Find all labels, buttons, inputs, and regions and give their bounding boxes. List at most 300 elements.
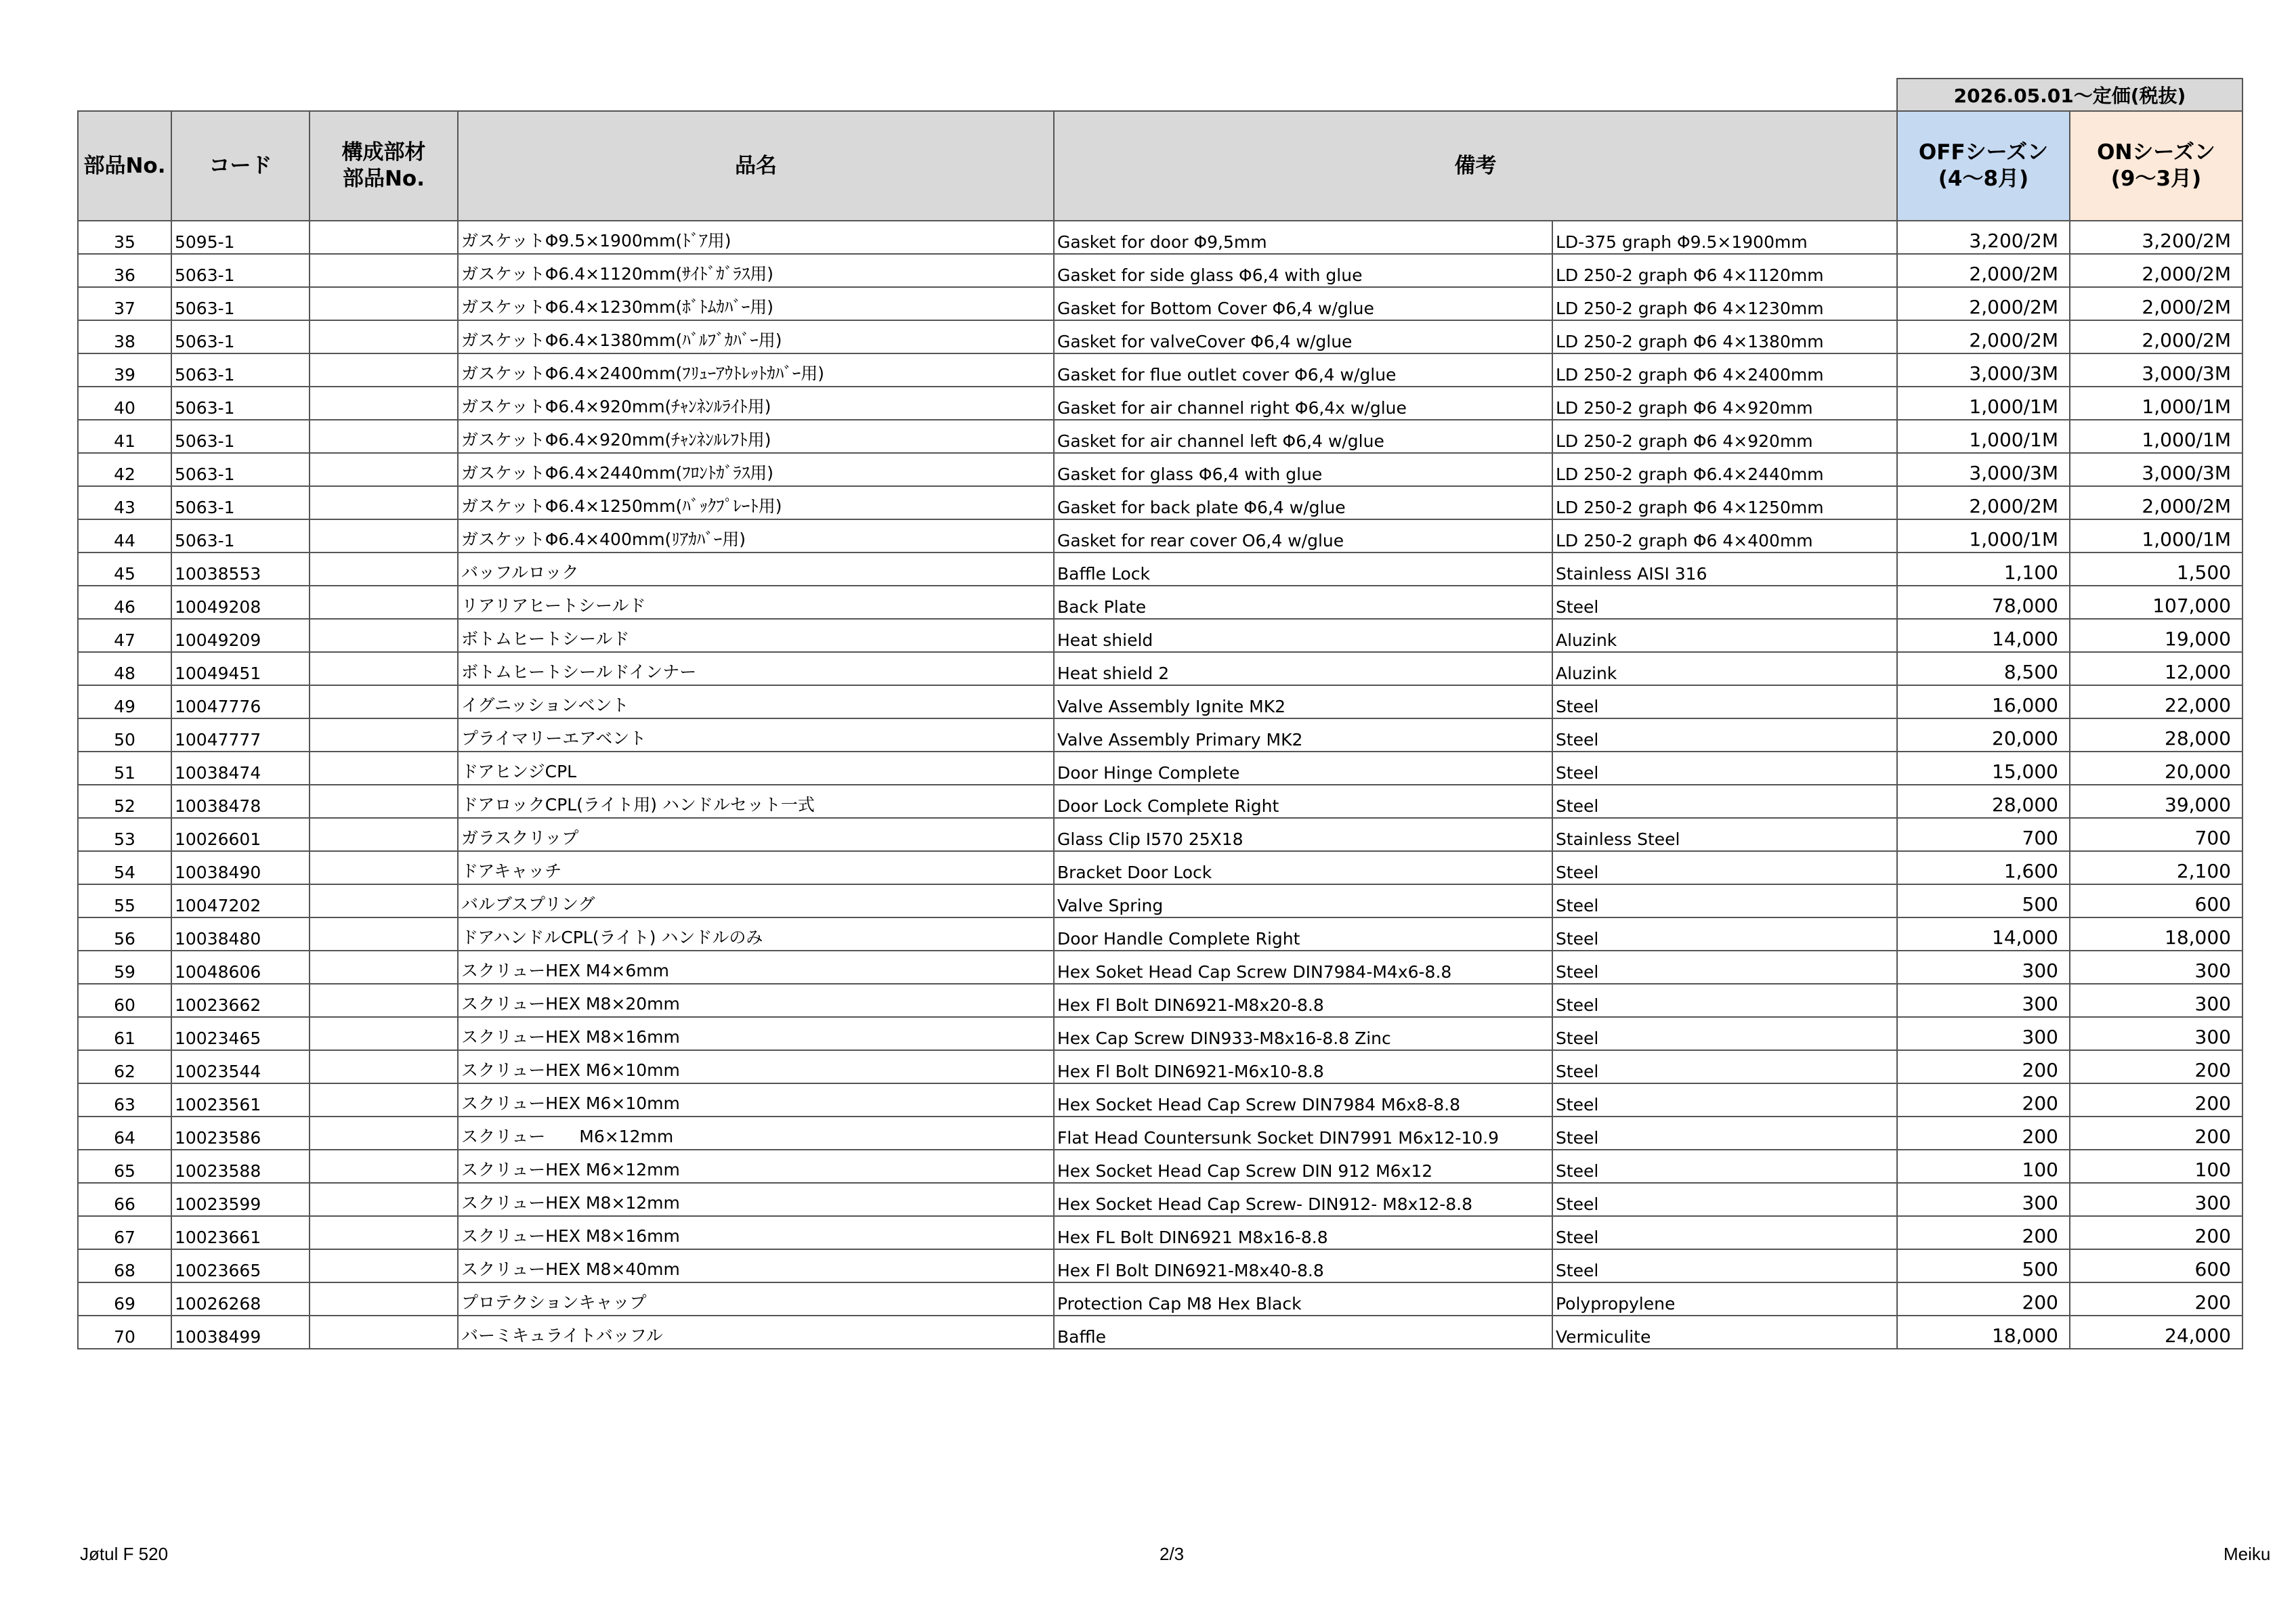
remark-spec-cell: Stainless AISI 316 xyxy=(1552,553,1897,586)
code-cell: 10049451 xyxy=(171,652,310,685)
component-cell xyxy=(310,1183,458,1216)
product-name-cell: スクリューHEX M6×10mm xyxy=(458,1083,1054,1117)
off-season-price-cell: 300 xyxy=(1897,984,2070,1017)
off-season-price-cell: 1,100 xyxy=(1897,553,2070,586)
product-name-cell: スクリューHEX M8×16mm xyxy=(458,1216,1054,1249)
part-no-cell: 64 xyxy=(78,1117,171,1150)
col-header-name xyxy=(458,111,1054,221)
table-row xyxy=(78,818,2242,851)
component-cell xyxy=(310,851,458,884)
off-season-price-cell: 8,500 xyxy=(1897,652,2070,685)
part-no-cell: 43 xyxy=(78,486,171,519)
component-cell xyxy=(310,1282,458,1316)
code-cell: 5063-1 xyxy=(171,287,310,320)
code-cell: 5063-1 xyxy=(171,453,310,486)
remark-spec-cell: Steel xyxy=(1552,752,1897,785)
part-no-cell: 55 xyxy=(78,884,171,917)
remark-description-cell: Baffle Lock xyxy=(1054,553,1552,586)
off-season-price-cell: 2,000/2M xyxy=(1897,486,2070,519)
on-season-price-cell: 19,000 xyxy=(2070,619,2242,652)
component-cell xyxy=(310,917,458,951)
remark-spec-cell: LD 250-2 graph Φ6 4×1230mm xyxy=(1552,287,1897,320)
remark-spec-cell: Steel xyxy=(1552,1017,1897,1050)
on-season-price-cell: 300 xyxy=(2070,951,2242,984)
remark-description-cell: Door Hinge Complete xyxy=(1054,752,1552,785)
off-season-price-cell: 500 xyxy=(1897,884,2070,917)
part-no-cell: 35 xyxy=(78,221,171,254)
remark-description-cell: Valve Assembly Ignite MK2 xyxy=(1054,685,1552,718)
code-cell: 10049208 xyxy=(171,586,310,619)
code-cell: 5063-1 xyxy=(171,320,310,353)
code-cell: 10023588 xyxy=(171,1150,310,1183)
on-season-price-cell: 200 xyxy=(2070,1083,2242,1117)
code-cell: 10023599 xyxy=(171,1183,310,1216)
off-season-price-cell: 20,000 xyxy=(1897,718,2070,752)
part-no-cell: 37 xyxy=(78,287,171,320)
part-no-cell: 48 xyxy=(78,652,171,685)
remark-description-cell: Hex FL Bolt DIN6921 M8x16-8.8 xyxy=(1054,1216,1552,1249)
remark-description-cell: Gasket for glass Φ6,4 with glue xyxy=(1054,453,1552,486)
on-season-price-cell: 2,000/2M xyxy=(2070,254,2242,287)
remark-description-cell: Bracket Door Lock xyxy=(1054,851,1552,884)
component-cell xyxy=(310,320,458,353)
off-season-price-cell: 200 xyxy=(1897,1282,2070,1316)
table-row xyxy=(78,1282,2242,1316)
table-row xyxy=(78,453,2242,486)
code-cell: 10038490 xyxy=(171,851,310,884)
on-season-price-cell: 100 xyxy=(2070,1150,2242,1183)
remark-spec-cell: LD 250-2 graph Φ6 4×2400mm xyxy=(1552,353,1897,387)
product-name-cell: スクリューHEX M4×6mm xyxy=(458,951,1054,984)
table-row xyxy=(78,353,2242,387)
code-cell: 10038553 xyxy=(171,553,310,586)
part-no-cell: 46 xyxy=(78,586,171,619)
off-season-price-cell: 18,000 xyxy=(1897,1316,2070,1349)
code-cell: 5063-1 xyxy=(171,387,310,420)
on-season-price-cell: 3,000/3M xyxy=(2070,453,2242,486)
remark-spec-cell: LD 250-2 graph Φ6 4×400mm xyxy=(1552,519,1897,553)
table-row xyxy=(78,652,2242,685)
remark-description-cell: Glass Clip I570 25X18 xyxy=(1054,818,1552,851)
on-season-price-cell: 39,000 xyxy=(2070,785,2242,818)
component-cell xyxy=(310,818,458,851)
part-no-cell: 42 xyxy=(78,453,171,486)
on-season-price-cell: 200 xyxy=(2070,1050,2242,1083)
remark-spec-cell: Polypropylene xyxy=(1552,1282,1897,1316)
code-cell: 10026268 xyxy=(171,1282,310,1316)
on-season-price-cell: 300 xyxy=(2070,1183,2242,1216)
part-no-cell: 66 xyxy=(78,1183,171,1216)
product-name-cell: スクリューHEX M8×16mm xyxy=(458,1017,1054,1050)
table-row xyxy=(78,1117,2242,1150)
product-name-cell: ガスケットΦ6.4×1380mm(ﾊﾞﾙﾌﾞｶﾊﾞｰ用) xyxy=(458,320,1054,353)
on-season-price-cell: 300 xyxy=(2070,1017,2242,1050)
product-name-cell: ドアロックCPL(ライト用) ハンドルセット一式 xyxy=(458,785,1054,818)
remark-spec-cell: Steel xyxy=(1552,586,1897,619)
table-row xyxy=(78,254,2242,287)
remark-description-cell: Hex Cap Screw DIN933-M8x16-8.8 Zinc xyxy=(1054,1017,1552,1050)
part-no-cell: 41 xyxy=(78,420,171,453)
product-name-cell: ガスケットΦ6.4×1250mm(ﾊﾞｯｸﾌﾟﾚｰﾄ用) xyxy=(458,486,1054,519)
remark-description-cell: Valve Spring xyxy=(1054,884,1552,917)
remark-description-cell: Hex Socket Head Cap Screw- DIN912- M8x12-8.8 xyxy=(1054,1183,1552,1216)
component-cell xyxy=(310,586,458,619)
on-season-price-cell: 24,000 xyxy=(2070,1316,2242,1349)
code-cell: 10047776 xyxy=(171,685,310,718)
code-cell: 10048606 xyxy=(171,951,310,984)
remark-description-cell: Valve Assembly Primary MK2 xyxy=(1054,718,1552,752)
remark-spec-cell: Steel xyxy=(1552,951,1897,984)
table-row xyxy=(78,586,2242,619)
footer-model-name: Jøtul F 520 xyxy=(80,1544,169,1564)
part-no-cell: 53 xyxy=(78,818,171,851)
component-cell xyxy=(310,685,458,718)
on-season-price-cell: 2,000/2M xyxy=(2070,320,2242,353)
on-season-price-cell: 200 xyxy=(2070,1216,2242,1249)
component-cell xyxy=(310,519,458,553)
code-cell: 5063-1 xyxy=(171,420,310,453)
component-cell xyxy=(310,1316,458,1349)
remark-spec-cell: Steel xyxy=(1552,1183,1897,1216)
component-cell xyxy=(310,1216,458,1249)
component-cell xyxy=(310,785,458,818)
on-season-price-cell: 12,000 xyxy=(2070,652,2242,685)
remark-description-cell: Gasket for air channel right Φ6,4x w/glue xyxy=(1054,387,1552,420)
product-name-cell: ドアハンドルCPL(ライト) ハンドルのみ xyxy=(458,917,1054,951)
table-row xyxy=(78,553,2242,586)
product-name-cell: リアリアヒートシールド xyxy=(458,586,1054,619)
off-season-price-cell: 1,000/1M xyxy=(1897,519,2070,553)
remark-description-cell: Gasket for rear cover O6,4 w/glue xyxy=(1054,519,1552,553)
table-row xyxy=(78,1183,2242,1216)
remark-spec-cell: Steel xyxy=(1552,1050,1897,1083)
col-header-component-label: 構成部材 部品No. xyxy=(341,140,426,191)
part-no-cell: 63 xyxy=(78,1083,171,1117)
table-row xyxy=(78,486,2242,519)
off-season-price-cell: 700 xyxy=(1897,818,2070,851)
remark-description-cell: Door Handle Complete Right xyxy=(1054,917,1552,951)
remark-description-cell: Gasket for flue outlet cover Φ6,4 w/glue xyxy=(1054,353,1552,387)
remark-spec-cell: Aluzink xyxy=(1552,652,1897,685)
remark-spec-cell: LD 250-2 graph Φ6 4×920mm xyxy=(1552,387,1897,420)
component-cell xyxy=(310,221,458,254)
product-name-cell: スクリューHEX M8×20mm xyxy=(458,984,1054,1017)
off-season-price-cell: 200 xyxy=(1897,1050,2070,1083)
remark-description-cell: Heat shield xyxy=(1054,619,1552,652)
code-cell: 10023662 xyxy=(171,984,310,1017)
part-no-cell: 69 xyxy=(78,1282,171,1316)
product-name-cell: ガスケットΦ6.4×2440mm(ﾌﾛﾝﾄｶﾞﾗｽ用) xyxy=(458,453,1054,486)
table-row xyxy=(78,420,2242,453)
component-cell xyxy=(310,453,458,486)
off-season-price-cell: 1,600 xyxy=(1897,851,2070,884)
remark-spec-cell: Steel xyxy=(1552,884,1897,917)
blank-header-cell xyxy=(78,79,1897,111)
part-no-cell: 36 xyxy=(78,254,171,287)
part-no-cell: 52 xyxy=(78,785,171,818)
off-season-price-cell: 78,000 xyxy=(1897,586,2070,619)
remark-description-cell: Gasket for Bottom Cover Φ6,4 w/glue xyxy=(1054,287,1552,320)
remark-description-cell: Baffle xyxy=(1054,1316,1552,1349)
code-cell: 10038474 xyxy=(171,752,310,785)
off-season-price-cell: 200 xyxy=(1897,1117,2070,1150)
product-name-cell: バルブスプリング xyxy=(458,884,1054,917)
remark-spec-cell: LD 250-2 graph Φ6.4×2440mm xyxy=(1552,453,1897,486)
remark-spec-cell: LD 250-2 graph Φ6 4×1120mm xyxy=(1552,254,1897,287)
product-name-cell: スクリューHEX M6×10mm xyxy=(458,1050,1054,1083)
on-season-price-cell: 1,000/1M xyxy=(2070,420,2242,453)
on-season-price-cell: 2,000/2M xyxy=(2070,287,2242,320)
remark-spec-cell: Steel xyxy=(1552,917,1897,951)
on-season-price-cell: 20,000 xyxy=(2070,752,2242,785)
component-cell xyxy=(310,1017,458,1050)
col-header-no xyxy=(78,111,171,221)
on-season-price-cell: 22,000 xyxy=(2070,685,2242,718)
off-season-price-cell: 200 xyxy=(1897,1216,2070,1249)
code-cell: 5095-1 xyxy=(171,221,310,254)
col-header-code xyxy=(171,111,310,221)
table-row xyxy=(78,851,2242,884)
code-cell: 10047777 xyxy=(171,718,310,752)
code-cell: 10038478 xyxy=(171,785,310,818)
code-cell: 10038499 xyxy=(171,1316,310,1349)
off-season-price-cell: 3,000/3M xyxy=(1897,453,2070,486)
product-name-cell: ガスケットΦ6.4×920mm(ﾁｬﾝﾈﾝﾙﾚﾌﾄ用) xyxy=(458,420,1054,453)
table-row xyxy=(78,951,2242,984)
part-no-cell: 68 xyxy=(78,1249,171,1282)
product-name-cell: バーミキュライトバッフル xyxy=(458,1316,1054,1349)
table-row xyxy=(78,1050,2242,1083)
component-cell xyxy=(310,752,458,785)
on-season-price-cell: 3,200/2M xyxy=(2070,221,2242,254)
code-cell: 5063-1 xyxy=(171,519,310,553)
off-season-price-cell: 14,000 xyxy=(1897,917,2070,951)
part-no-cell: 44 xyxy=(78,519,171,553)
product-name-cell: ドアキャッチ xyxy=(458,851,1054,884)
table-row xyxy=(78,752,2242,785)
product-name-cell: ガスケットΦ6.4×1120mm(ｻｲﾄﾞｶﾞﾗｽ用) xyxy=(458,254,1054,287)
off-season-price-cell: 16,000 xyxy=(1897,685,2070,718)
table-row xyxy=(78,884,2242,917)
part-no-cell: 45 xyxy=(78,553,171,586)
component-cell xyxy=(310,486,458,519)
product-name-cell: イグニッションベント xyxy=(458,685,1054,718)
off-season-price-cell: 100 xyxy=(1897,1150,2070,1183)
col-header-code-label: コード xyxy=(209,153,272,178)
part-no-cell: 59 xyxy=(78,951,171,984)
off-season-price-cell: 200 xyxy=(1897,1083,2070,1117)
price-period-header: 2026.05.01～定価(税抜) xyxy=(1897,79,2242,111)
remark-spec-cell: Steel xyxy=(1552,1117,1897,1150)
remark-spec-cell: LD 250-2 graph Φ6 4×1250mm xyxy=(1552,486,1897,519)
part-no-cell: 49 xyxy=(78,685,171,718)
code-cell: 10023544 xyxy=(171,1050,310,1083)
product-name-cell: スクリューHEX M8×12mm xyxy=(458,1183,1054,1216)
component-cell xyxy=(310,884,458,917)
remark-spec-cell: Steel xyxy=(1552,851,1897,884)
remark-spec-cell: Steel xyxy=(1552,1083,1897,1117)
product-name-cell: プライマリーエアベント xyxy=(458,718,1054,752)
product-name-cell: ドアヒンジCPL xyxy=(458,752,1054,785)
product-name-cell: ボトムヒートシールドインナー xyxy=(458,652,1054,685)
remark-description-cell: Hex Fl Bolt DIN6921-M8x20-8.8 xyxy=(1054,984,1552,1017)
remark-spec-cell: LD 250-2 graph Φ6 4×920mm xyxy=(1552,420,1897,453)
footer-page-number: 2/3 xyxy=(1160,1544,1185,1564)
component-cell xyxy=(310,1050,458,1083)
product-name-cell: バッフルロック xyxy=(458,553,1054,586)
remark-spec-cell: Aluzink xyxy=(1552,619,1897,652)
component-cell xyxy=(310,652,458,685)
remark-spec-cell: Stainless Steel xyxy=(1552,818,1897,851)
part-no-cell: 61 xyxy=(78,1017,171,1050)
product-name-cell: ボトムヒートシールド xyxy=(458,619,1054,652)
on-season-price-cell: 1,000/1M xyxy=(2070,519,2242,553)
table-body xyxy=(78,221,2242,1349)
remark-description-cell: Back Plate xyxy=(1054,586,1552,619)
table-row xyxy=(78,619,2242,652)
on-season-price-cell: 2,000/2M xyxy=(2070,486,2242,519)
part-no-cell: 56 xyxy=(78,917,171,951)
remark-spec-cell: Steel xyxy=(1552,984,1897,1017)
remark-description-cell: Gasket for side glass Φ6,4 with glue xyxy=(1054,254,1552,287)
table-row xyxy=(78,917,2242,951)
product-name-cell: スクリューHEX M6×12mm xyxy=(458,1150,1054,1183)
component-cell xyxy=(310,420,458,453)
footer-company: Meiku xyxy=(2224,1544,2271,1564)
part-no-cell: 50 xyxy=(78,718,171,752)
component-cell xyxy=(310,718,458,752)
part-no-cell: 47 xyxy=(78,619,171,652)
table-row xyxy=(78,1083,2242,1117)
on-season-price-cell: 3,000/3M xyxy=(2070,353,2242,387)
remark-description-cell: Door Lock Complete Right xyxy=(1054,785,1552,818)
col-header-off-season xyxy=(1897,111,2070,221)
table-row xyxy=(78,1017,2242,1050)
part-no-cell: 51 xyxy=(78,752,171,785)
table-row xyxy=(78,718,2242,752)
part-no-cell: 65 xyxy=(78,1150,171,1183)
remark-description-cell: Gasket for valveCover Φ6,4 w/glue xyxy=(1054,320,1552,353)
off-season-price-cell: 14,000 xyxy=(1897,619,2070,652)
off-season-price-cell: 2,000/2M xyxy=(1897,320,2070,353)
on-season-price-cell: 1,000/1M xyxy=(2070,387,2242,420)
off-season-price-cell: 1,000/1M xyxy=(1897,420,2070,453)
remark-description-cell: Gasket for air channel left Φ6,4 w/glue xyxy=(1054,420,1552,453)
column-header-row xyxy=(78,111,2242,221)
component-cell xyxy=(310,619,458,652)
product-name-cell: ガラスクリップ xyxy=(458,818,1054,851)
code-cell: 10023661 xyxy=(171,1216,310,1249)
off-season-price-cell: 300 xyxy=(1897,951,2070,984)
part-no-cell: 39 xyxy=(78,353,171,387)
off-season-price-cell: 500 xyxy=(1897,1249,2070,1282)
component-cell xyxy=(310,984,458,1017)
component-cell xyxy=(310,387,458,420)
table-row xyxy=(78,221,2242,254)
table-row xyxy=(78,1216,2242,1249)
table-row xyxy=(78,1249,2242,1282)
part-no-cell: 40 xyxy=(78,387,171,420)
product-name-cell: スクリューHEX M8×40mm xyxy=(458,1249,1054,1282)
remark-description-cell: Hex Soket Head Cap Screw DIN7984-M4x6-8.8 xyxy=(1054,951,1552,984)
component-cell xyxy=(310,553,458,586)
code-cell: 5063-1 xyxy=(171,486,310,519)
off-season-price-cell: 300 xyxy=(1897,1017,2070,1050)
remark-description-cell: Hex Socket Head Cap Screw DIN7984 M6x8-8.8 xyxy=(1054,1083,1552,1117)
remark-spec-cell: Steel xyxy=(1552,685,1897,718)
part-no-cell: 62 xyxy=(78,1050,171,1083)
off-season-price-cell: 2,000/2M xyxy=(1897,287,2070,320)
code-cell: 10049209 xyxy=(171,619,310,652)
part-no-cell: 60 xyxy=(78,984,171,1017)
remark-spec-cell: Steel xyxy=(1552,1216,1897,1249)
table-row xyxy=(78,519,2242,553)
remark-description-cell: Flat Head Countersunk Socket DIN7991 M6x12-10.9 xyxy=(1054,1117,1552,1150)
code-cell: 5063-1 xyxy=(171,353,310,387)
table-row xyxy=(78,685,2242,718)
code-cell: 10023665 xyxy=(171,1249,310,1282)
remark-description-cell: Protection Cap M8 Hex Black xyxy=(1054,1282,1552,1316)
on-season-price-cell: 600 xyxy=(2070,884,2242,917)
component-cell xyxy=(310,1083,458,1117)
col-header-on-season-label: ONシーズン (9～3月) xyxy=(2097,140,2215,191)
remark-description-cell: Heat shield 2 xyxy=(1054,652,1552,685)
off-season-price-cell: 1,000/1M xyxy=(1897,387,2070,420)
product-name-cell: ガスケットΦ6.4×2400mm(ﾌﾘｭｰｱｳﾄﾚｯﾄｶﾊﾞｰ用) xyxy=(458,353,1054,387)
remark-spec-cell: Steel xyxy=(1552,1249,1897,1282)
code-cell: 10023586 xyxy=(171,1117,310,1150)
on-season-price-cell: 107,000 xyxy=(2070,586,2242,619)
component-cell xyxy=(310,1117,458,1150)
table-row xyxy=(78,785,2242,818)
component-cell xyxy=(310,353,458,387)
off-season-price-cell: 15,000 xyxy=(1897,752,2070,785)
remark-spec-cell: LD-375 graph Φ9.5×1900mm xyxy=(1552,221,1897,254)
code-cell: 10026601 xyxy=(171,818,310,851)
off-season-price-cell: 3,000/3M xyxy=(1897,353,2070,387)
col-header-no-label: 部品No. xyxy=(83,153,166,178)
on-season-price-cell: 200 xyxy=(2070,1282,2242,1316)
remark-description-cell: Hex Socket Head Cap Screw DIN 912 M6x12 xyxy=(1054,1150,1552,1183)
on-season-price-cell: 2,100 xyxy=(2070,851,2242,884)
col-header-remarks xyxy=(1054,111,1897,221)
off-season-price-cell: 300 xyxy=(1897,1183,2070,1216)
on-season-price-cell: 200 xyxy=(2070,1117,2242,1150)
product-name-cell: ガスケットΦ9.5×1900mm(ﾄﾞｱ用) xyxy=(458,221,1054,254)
col-header-on-season xyxy=(2070,111,2242,221)
table-row xyxy=(78,984,2242,1017)
component-cell xyxy=(310,287,458,320)
code-cell: 5063-1 xyxy=(171,254,310,287)
product-name-cell: ガスケットΦ6.4×920mm(ﾁｬﾝﾈﾝﾙﾗｲﾄ用) xyxy=(458,387,1054,420)
remark-description-cell: Gasket for back plate Φ6,4 w/glue xyxy=(1054,486,1552,519)
col-header-name-label: 品名 xyxy=(735,153,777,178)
product-name-cell: ガスケットΦ6.4×1230mm(ﾎﾞﾄﾑｶﾊﾞｰ用) xyxy=(458,287,1054,320)
component-cell xyxy=(310,254,458,287)
price-period-row xyxy=(78,79,2242,111)
part-no-cell: 38 xyxy=(78,320,171,353)
off-season-price-cell: 3,200/2M xyxy=(1897,221,2070,254)
component-cell xyxy=(310,951,458,984)
part-no-cell: 67 xyxy=(78,1216,171,1249)
off-season-price-cell: 2,000/2M xyxy=(1897,254,2070,287)
component-cell xyxy=(310,1249,458,1282)
on-season-price-cell: 28,000 xyxy=(2070,718,2242,752)
table-row xyxy=(78,287,2242,320)
on-season-price-cell: 600 xyxy=(2070,1249,2242,1282)
on-season-price-cell: 300 xyxy=(2070,984,2242,1017)
code-cell: 10038480 xyxy=(171,917,310,951)
